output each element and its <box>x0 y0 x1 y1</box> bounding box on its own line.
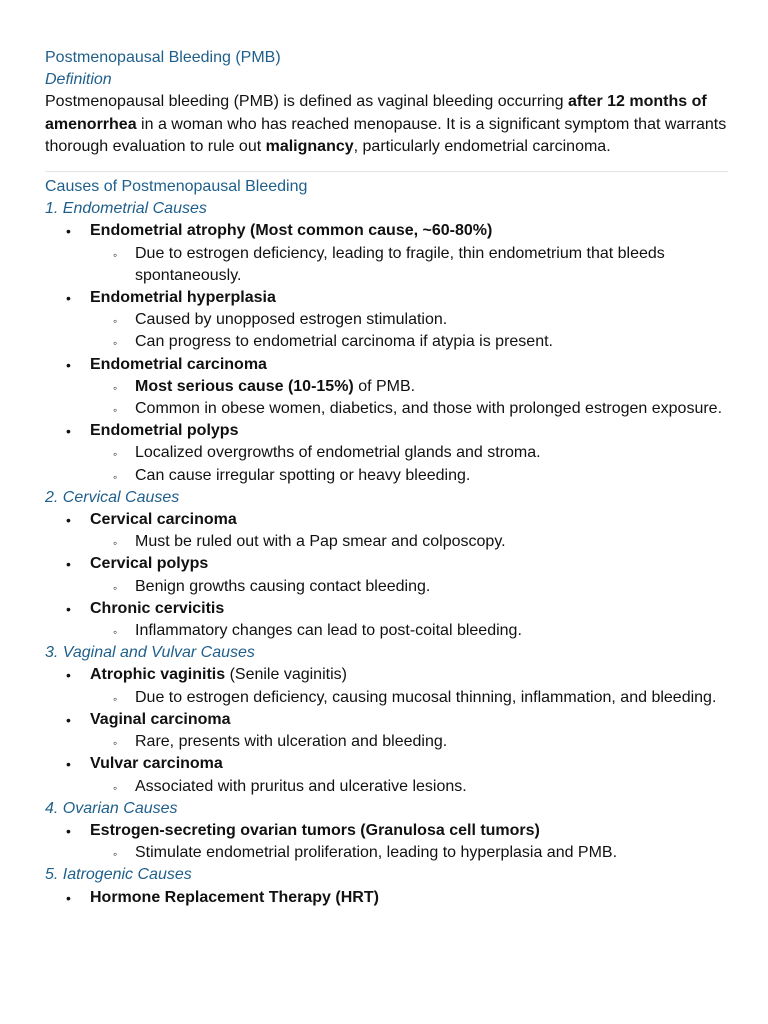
item-title: Endometrial carcinoma <box>90 355 267 373</box>
item-title: Atrophic vaginitis <box>90 666 226 684</box>
list-item <box>45 820 728 864</box>
sub-list <box>90 243 728 287</box>
group-heading-ovarian: 4. Ovarian Causes <box>45 799 178 817</box>
group-heading-cervical: 2. Cervical Causes <box>45 488 180 506</box>
list-item <box>45 753 728 797</box>
item-title: Endometrial hyperplasia <box>90 289 276 307</box>
sub-list-item: ◦ Localized overgrowths of endometrial glands and stroma. <box>90 442 728 464</box>
item-title: Estrogen-secreting ovarian tumors (Granulosa cell tumors) <box>90 821 540 839</box>
sub-list <box>90 687 728 709</box>
list-item <box>45 709 728 753</box>
item-title: Hormone Replacement Therapy (HRT) <box>90 888 379 906</box>
definition-text-1: Postmenopausal bleeding (PMB) is defined as vaginal bleeding occurring <box>45 93 568 111</box>
item-title: Cervical polyps <box>90 555 209 573</box>
cervical-causes-list <box>45 509 728 642</box>
list-item <box>45 287 728 354</box>
list-item <box>45 598 728 642</box>
sub-list <box>90 376 728 420</box>
ovarian-causes-list <box>45 820 728 864</box>
sub-list-item: ◦ Stimulate endometrial proliferation, leading to hyperplasia and PMB. <box>90 842 728 864</box>
sub-list-item: ◦ Due to estrogen deficiency, causing mucosal thinning, inflammation, and bleeding. <box>90 687 728 709</box>
group-heading-vaginal-vulvar: 3. Vaginal and Vulvar Causes <box>45 644 255 662</box>
sub-list-item: ◦ Must be ruled out with a Pap smear and colposcopy. <box>90 531 728 553</box>
definition-text-3: , particularly endometrial carcinoma. <box>353 137 611 155</box>
item-title-rest: (Senile vaginitis) <box>225 666 347 684</box>
definition-text-2: in a woman who has reached menopause. It is a significant symptom that warrants thorough evaluation to rule out <box>45 115 727 155</box>
vaginal-vulvar-causes-list <box>45 664 728 797</box>
causes-heading: Causes of Postmenopausal Bleeding <box>45 178 308 196</box>
item-title: Vaginal carcinoma <box>90 710 231 728</box>
iatrogenic-causes-list <box>45 887 728 909</box>
item-title: Vulvar carcinoma <box>90 755 223 773</box>
list-item <box>45 664 728 708</box>
group-heading-iatrogenic: 5. Iatrogenic Causes <box>45 866 192 884</box>
sub-list-item: ◦ Due to estrogen deficiency, leading to fragile, thin endometrium that bleeds spontaneously. <box>90 243 728 287</box>
item-title: Endometrial polyps <box>90 422 239 440</box>
sub-list-item: ◦ Can progress to endometrial carcinoma if atypia is present. <box>90 331 728 353</box>
list-item <box>45 420 728 487</box>
sub-list-item: ◦ Inflammatory changes can lead to post-coital bleeding. <box>90 620 728 642</box>
sub-item-rest: of PMB. <box>353 377 416 395</box>
sub-list <box>90 531 728 553</box>
sub-list <box>90 442 728 486</box>
sub-list-item: ◦ Caused by unopposed estrogen stimulation. <box>90 309 728 331</box>
item-title: Cervical carcinoma <box>90 511 237 529</box>
list-item <box>45 887 728 909</box>
item-title: Endometrial atrophy (Most common cause, ~60-80%) <box>90 222 493 240</box>
sub-list <box>90 620 728 642</box>
item-title: Chronic cervicitis <box>90 599 225 617</box>
sub-list <box>90 309 728 353</box>
sub-list-item: ◦ Rare, presents with ulceration and bleeding. <box>90 731 728 753</box>
sub-list <box>90 842 728 864</box>
definition-bold-amenorrhea: after 12 months of amenorrhea <box>45 93 707 133</box>
document-title: Postmenopausal Bleeding (PMB) <box>45 49 281 66</box>
definition-paragraph <box>45 91 728 158</box>
definition-bold-malignancy: malignancy <box>265 137 354 155</box>
list-item <box>45 220 728 287</box>
sub-item-bold: Most serious cause (10-15%) <box>135 377 354 395</box>
definition-heading: Definition <box>45 71 112 89</box>
sub-list-item: ◦ Can cause irregular spotting or heavy bleeding. <box>90 465 728 487</box>
sub-list <box>90 731 728 753</box>
list-item <box>45 354 728 421</box>
group-heading-endometrial: 1. Endometrial Causes <box>45 200 207 218</box>
sub-list-item: ◦ Benign growths causing contact bleeding. <box>90 576 728 598</box>
sub-list-item <box>90 376 728 398</box>
sub-list <box>90 576 728 598</box>
list-item <box>45 553 728 597</box>
endometrial-causes-list <box>45 220 728 486</box>
sub-list-item: ◦ Associated with pruritus and ulcerative lesions. <box>90 776 728 798</box>
sub-list-item: ◦ Common in obese women, diabetics, and those with prolonged estrogen exposure. <box>90 398 728 420</box>
list-item <box>45 509 728 553</box>
section-divider <box>45 171 728 172</box>
sub-list <box>90 776 728 798</box>
